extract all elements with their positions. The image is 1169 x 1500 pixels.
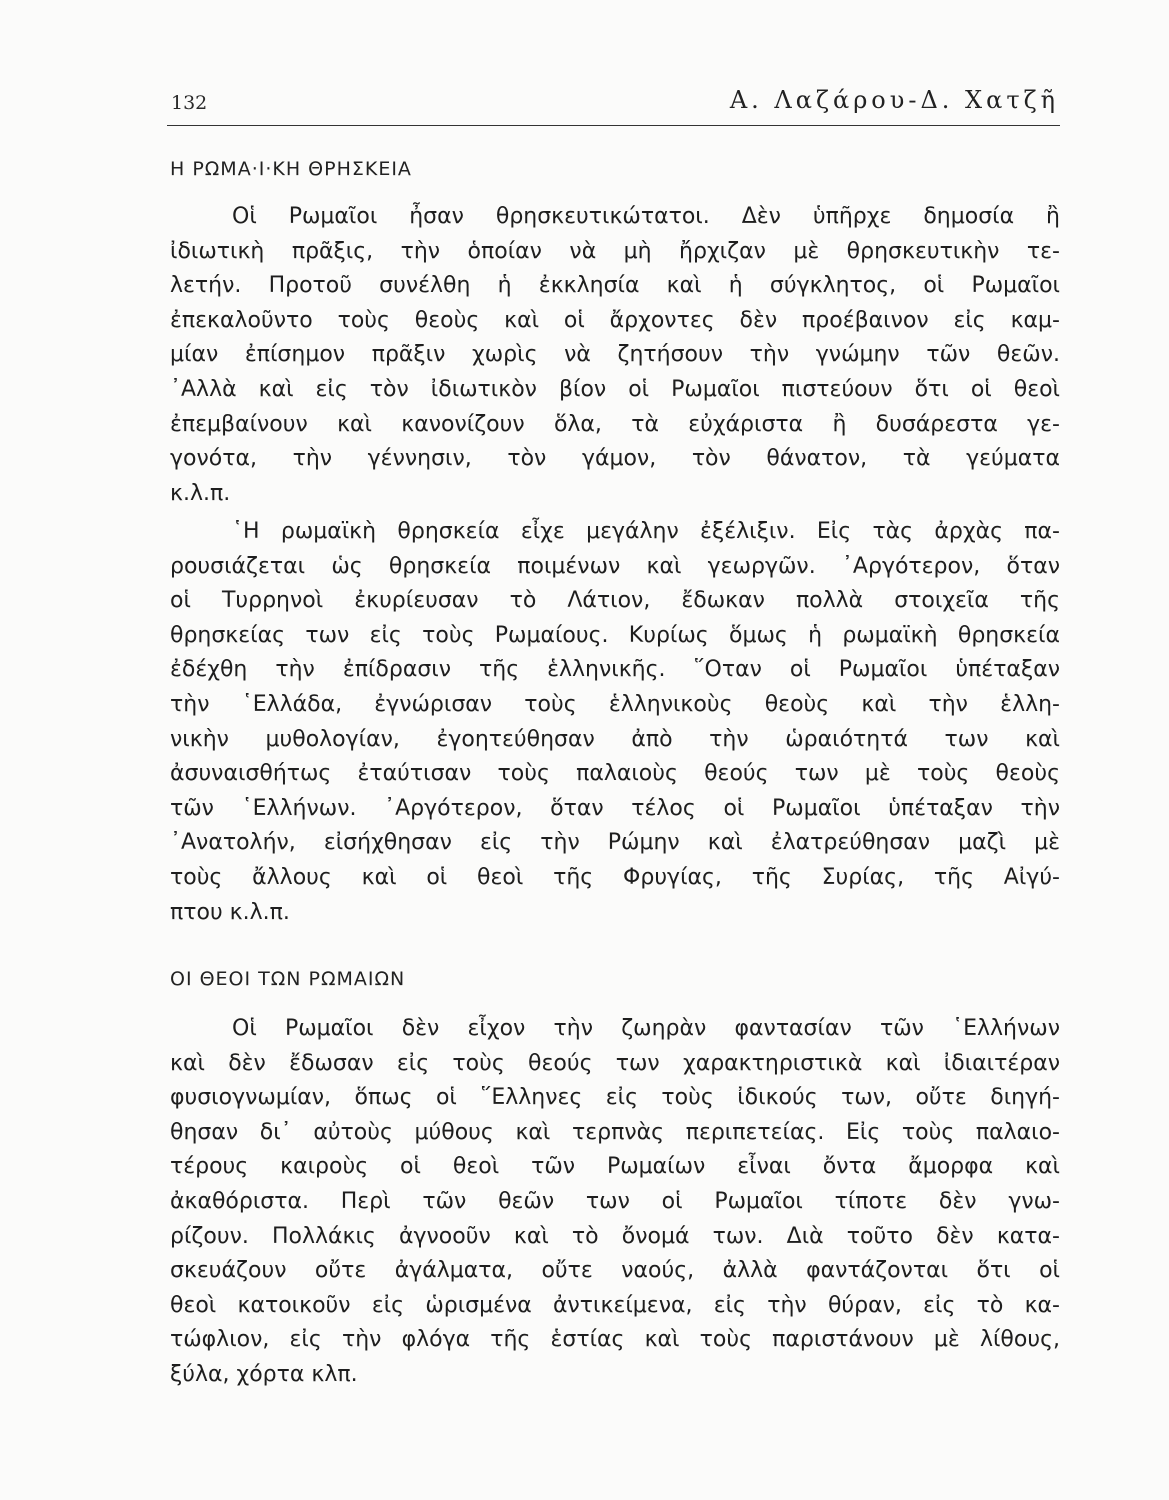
text-line: ἀσυναισθήτως ἐταύτισαν τοὺς παλαιοὺς θεούς των μὲ τοὺς θεοὺς	[170, 761, 1060, 787]
text-line: φυσιογνωμίαν, ὅπως οἱ ῞Ελληνες εἰς τοὺς ἰδικούς των, οὔτε διηγή-	[170, 1085, 1060, 1111]
text-line: θησαν δι᾿ αὐτοὺς μύθους καὶ τερπνὰς περιπετείας. Εἰς τοὺς παλαιο-	[170, 1119, 1060, 1145]
text-line: ἐδέχθη τὴν ἐπίδρασιν τῆς ἑλληνικῆς. ῞Οταν οἱ Ρωμαῖοι ὑπέταξαν	[170, 657, 1060, 683]
text-line: ἐπεκαλοῦντο τοὺς θεοὺς καὶ οἱ ἄρχοντες δὲν προέβαινον εἰς καμ-	[170, 307, 1060, 333]
text-line: νικὴν μυθολογίαν, ἐγοητεύθησαν ἀπὸ τὴν ὡραιότητά των καὶ	[170, 726, 1060, 752]
section-heading: Η ΡΩΜΑ·Ι·ΚΗ ΘΡΗΣΚΕΙΑ	[170, 158, 412, 180]
text-line: τὴν ῾Ελλάδα, ἐγνώρισαν τοὺς ἑλληνικοὺς θεοὺς καὶ τὴν ἑλλη-	[170, 691, 1060, 717]
text-line: θεοὶ κατοικοῦν εἰς ὡρισμένα ἀντικείμενα, εἰς τὴν θύραν, εἰς τὸ κα-	[170, 1292, 1060, 1318]
text-line: τῶν ῾Ελλήνων. ᾿Αργότερον, ὅταν τέλος οἱ Ρωμαῖοι ὑπέταξαν τὴν	[170, 795, 1060, 821]
text-line: ᾿Ανατολήν, εἰσήχθησαν εἰς τὴν Ρώμην καὶ ἐλατρεύθησαν μαζὶ μὲ	[170, 830, 1060, 856]
text-line: θρησκείας των εἰς τοὺς Ρωμαίους. Κυρίως ὅμως ἡ ρωμαϊκὴ θρησκεία	[170, 622, 1060, 648]
text-line: ρουσιάζεται ὡς θρησκεία ποιμένων καὶ γεωργῶν. ᾿Αργότερον, ὅταν	[170, 553, 1060, 579]
text-line: οἱ Τυρρηνοὶ ἐκυρίευσαν τὸ Λάτιον, ἔδωκαν πολλὰ στοιχεῖα τῆς	[170, 588, 1060, 614]
section-heading: ΟΙ ΘΕΟΙ ΤΩΝ ΡΩΜΑΙΩΝ	[170, 968, 406, 990]
text-line: τώφλιον, εἰς τὴν φλόγα τῆς ἑστίας καὶ τοὺς παριστάνουν μὲ λίθους,	[170, 1327, 1060, 1353]
text-line: ρίζουν. Πολλάκις ἀγνοοῦν καὶ τὸ ὄνομά των. Διὰ τοῦτο δὲν κατα-	[170, 1223, 1060, 1249]
text-line: Οἱ Ρωμαῖοι δὲν εἶχον τὴν ζωηρὰν φαντασίαν τῶν ῾Ελλήνων	[232, 1016, 1060, 1041]
running-head: Α. Λαζάρου-Δ. Χατζῆ	[729, 86, 1059, 114]
text-line: σκευάζουν οὔτε ἀγάλματα, οὔτε ναούς, ἀλλὰ φαντάζονται ὅτι οἱ	[170, 1258, 1060, 1284]
text-line: ἐπεμβαίνουν καὶ κανονίζουν ὅλα, τὰ εὐχάριστα ἢ δυσάρεστα γε-	[170, 411, 1060, 437]
text-line: πτου κ.λ.π.	[170, 899, 290, 925]
text-line: ξύλα, χόρτα κλπ.	[170, 1361, 358, 1387]
text-line: γονότα, τὴν γέννησιν, τὸν γάμον, τὸν θάνατον, τὰ γεύματα	[170, 446, 1060, 472]
text-line: ᾿Αλλὰ καὶ εἰς τὸν ἰδιωτικὸν βίον οἱ Ρωμαῖοι πιστεύουν ὅτι οἱ θεοὶ	[170, 376, 1060, 402]
paragraph	[170, 515, 1060, 930]
text-line: Οἱ Ρωμαῖοι ἦσαν θρησκευτικώτατοι. Δὲν ὑπῆρχε δημοσία ἢ	[232, 204, 1060, 229]
text-line: ῾Η ρωμαϊκὴ θρησκεία εἶχε μεγάλην ἐξέλιξιν. Εἰς τὰς ἀρχὰς πα-	[232, 519, 1060, 544]
text-line: καὶ δὲν ἔδωσαν εἰς τοὺς θεούς των χαρακτηριστικὰ καὶ ἰδιαιτέραν	[170, 1050, 1060, 1076]
header-rule	[167, 125, 1060, 126]
text-line: ἀκαθόριστα. Περὶ τῶν θεῶν των οἱ Ρωμαῖοι τίποτε δὲν γνω-	[170, 1188, 1060, 1214]
paragraph	[170, 200, 1060, 511]
page-number: 132	[171, 92, 208, 114]
text-line: τέρους καιροὺς οἱ θεοὶ τῶν Ρωμαίων εἶναι ὄντα ἄμορφα καὶ	[170, 1154, 1060, 1180]
text-line: κ.λ.π.	[170, 480, 231, 506]
paragraph	[170, 1012, 1060, 1393]
text-line: μίαν ἐπίσημον πρᾶξιν χωρὶς νὰ ζητήσουν τὴν γνώμην τῶν θεῶν.	[170, 342, 1060, 368]
text-line: τοὺς ἄλλους καὶ οἱ θεοὶ τῆς Φρυγίας, τῆς Συρίας, τῆς Αἰγύ-	[170, 864, 1060, 890]
text-line: ἰδιωτικὴ πρᾶξις, τὴν ὁποίαν νὰ μὴ ἤρχιζαν μὲ θρησκευτικὴν τε-	[170, 238, 1060, 264]
text-line: λετήν. Προτοῦ συνέλθη ἡ ἐκκλησία καὶ ἡ σύγκλητος, οἱ Ρωμαῖοι	[170, 273, 1060, 299]
